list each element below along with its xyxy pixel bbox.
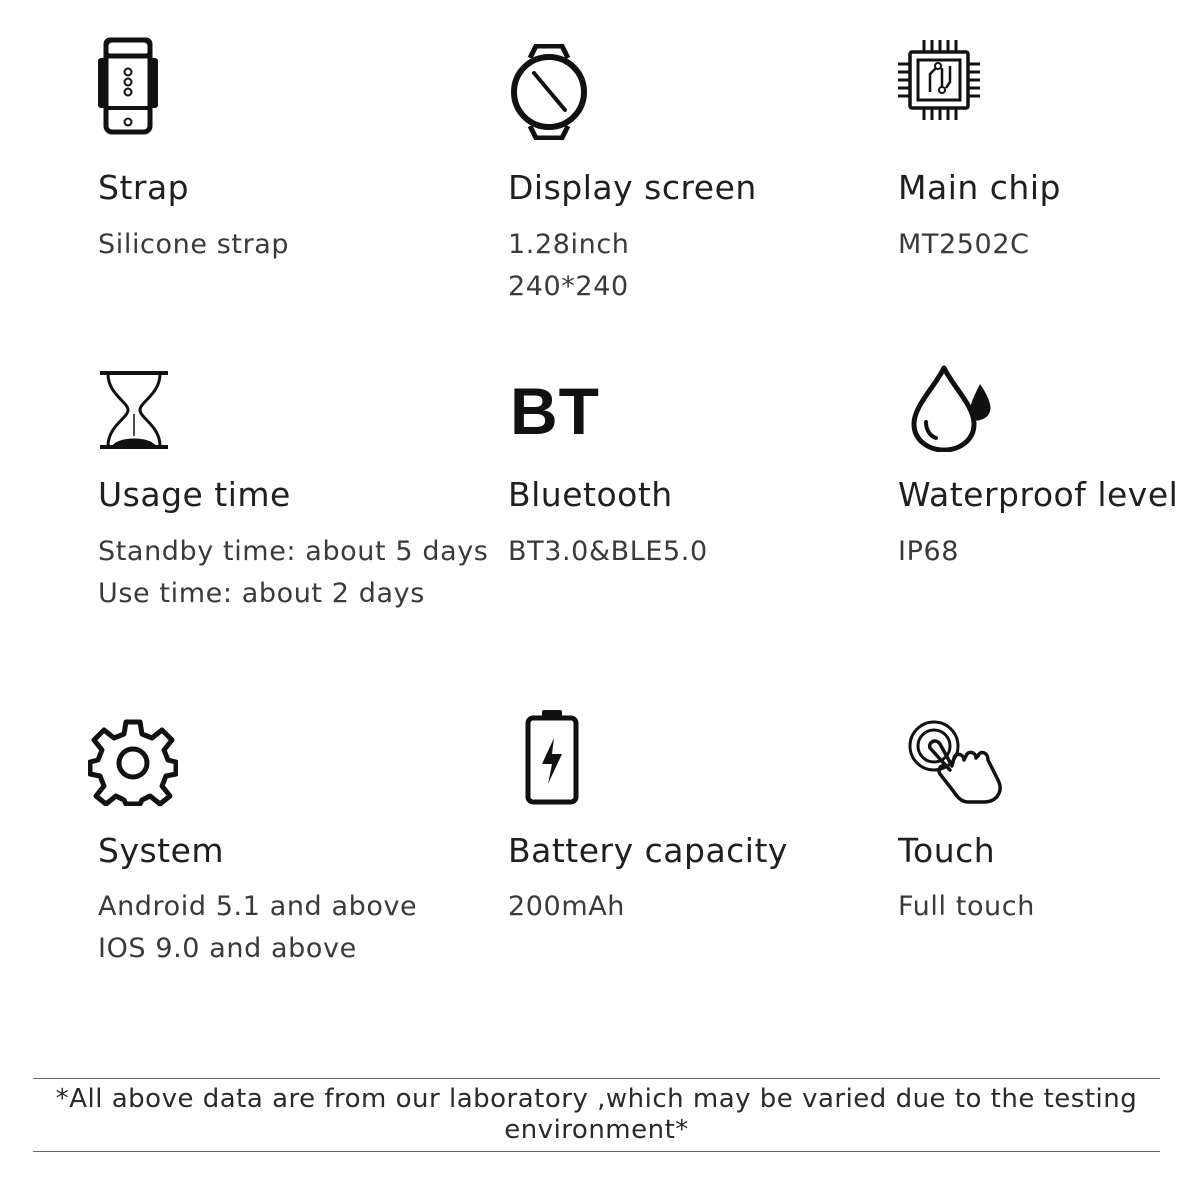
spec-value bbox=[508, 886, 625, 928]
spec-line: IP68 bbox=[898, 536, 960, 567]
spec-line: 200mAh bbox=[508, 891, 626, 922]
spec-value bbox=[898, 886, 1035, 928]
hourglass-icon bbox=[98, 370, 170, 450]
spec-value bbox=[98, 531, 488, 615]
spec-title: Waterproof level bbox=[898, 475, 1179, 514]
spec-title: Usage time bbox=[98, 475, 291, 514]
spec-line: Android 5.1 and above bbox=[98, 891, 418, 922]
battery-icon bbox=[524, 708, 580, 806]
spec-line: IOS 9.0 and above bbox=[98, 933, 357, 964]
strap-icon bbox=[96, 36, 160, 136]
spec-title: Bluetooth bbox=[508, 475, 673, 514]
spec-title: Strap bbox=[98, 168, 190, 207]
footer-disclaimer: *All above data are from our laboratory ,which may be varied due to the testing environment* bbox=[55, 1084, 1138, 1145]
spec-value bbox=[98, 224, 289, 266]
spec-line: Use time: about 2 days bbox=[98, 578, 425, 609]
spec-line: Full touch bbox=[898, 891, 1035, 922]
spec-line: Silicone strap bbox=[98, 229, 290, 260]
spec-title: System bbox=[98, 831, 225, 870]
spec-value bbox=[508, 531, 708, 573]
spec-line: 1.28inch bbox=[508, 229, 630, 260]
spec-value bbox=[508, 224, 630, 308]
spec-line: BT3.0&BLE5.0 bbox=[508, 536, 708, 567]
spec-title: Battery capacity bbox=[508, 831, 788, 870]
touch-hand-icon bbox=[906, 718, 1006, 804]
spec-line: Standby time: about 5 days bbox=[98, 536, 489, 567]
spec-value bbox=[98, 886, 417, 970]
spec-title: Main chip bbox=[898, 168, 1061, 207]
spec-line: 240*240 bbox=[508, 271, 629, 302]
spec-title: Display screen bbox=[508, 168, 757, 207]
watch-face-icon bbox=[508, 44, 590, 140]
chip-icon bbox=[896, 38, 982, 122]
spec-title: Touch bbox=[898, 831, 996, 870]
bluetooth-text-icon: BT bbox=[510, 374, 600, 448]
footer-top-rule bbox=[33, 1078, 1160, 1079]
gear-icon bbox=[88, 718, 178, 806]
water-drop-icon bbox=[910, 364, 996, 452]
footer-bottom-rule bbox=[33, 1151, 1160, 1152]
spec-value bbox=[898, 224, 1030, 266]
spec-value bbox=[898, 531, 959, 573]
spec-line: MT2502C bbox=[898, 229, 1030, 260]
